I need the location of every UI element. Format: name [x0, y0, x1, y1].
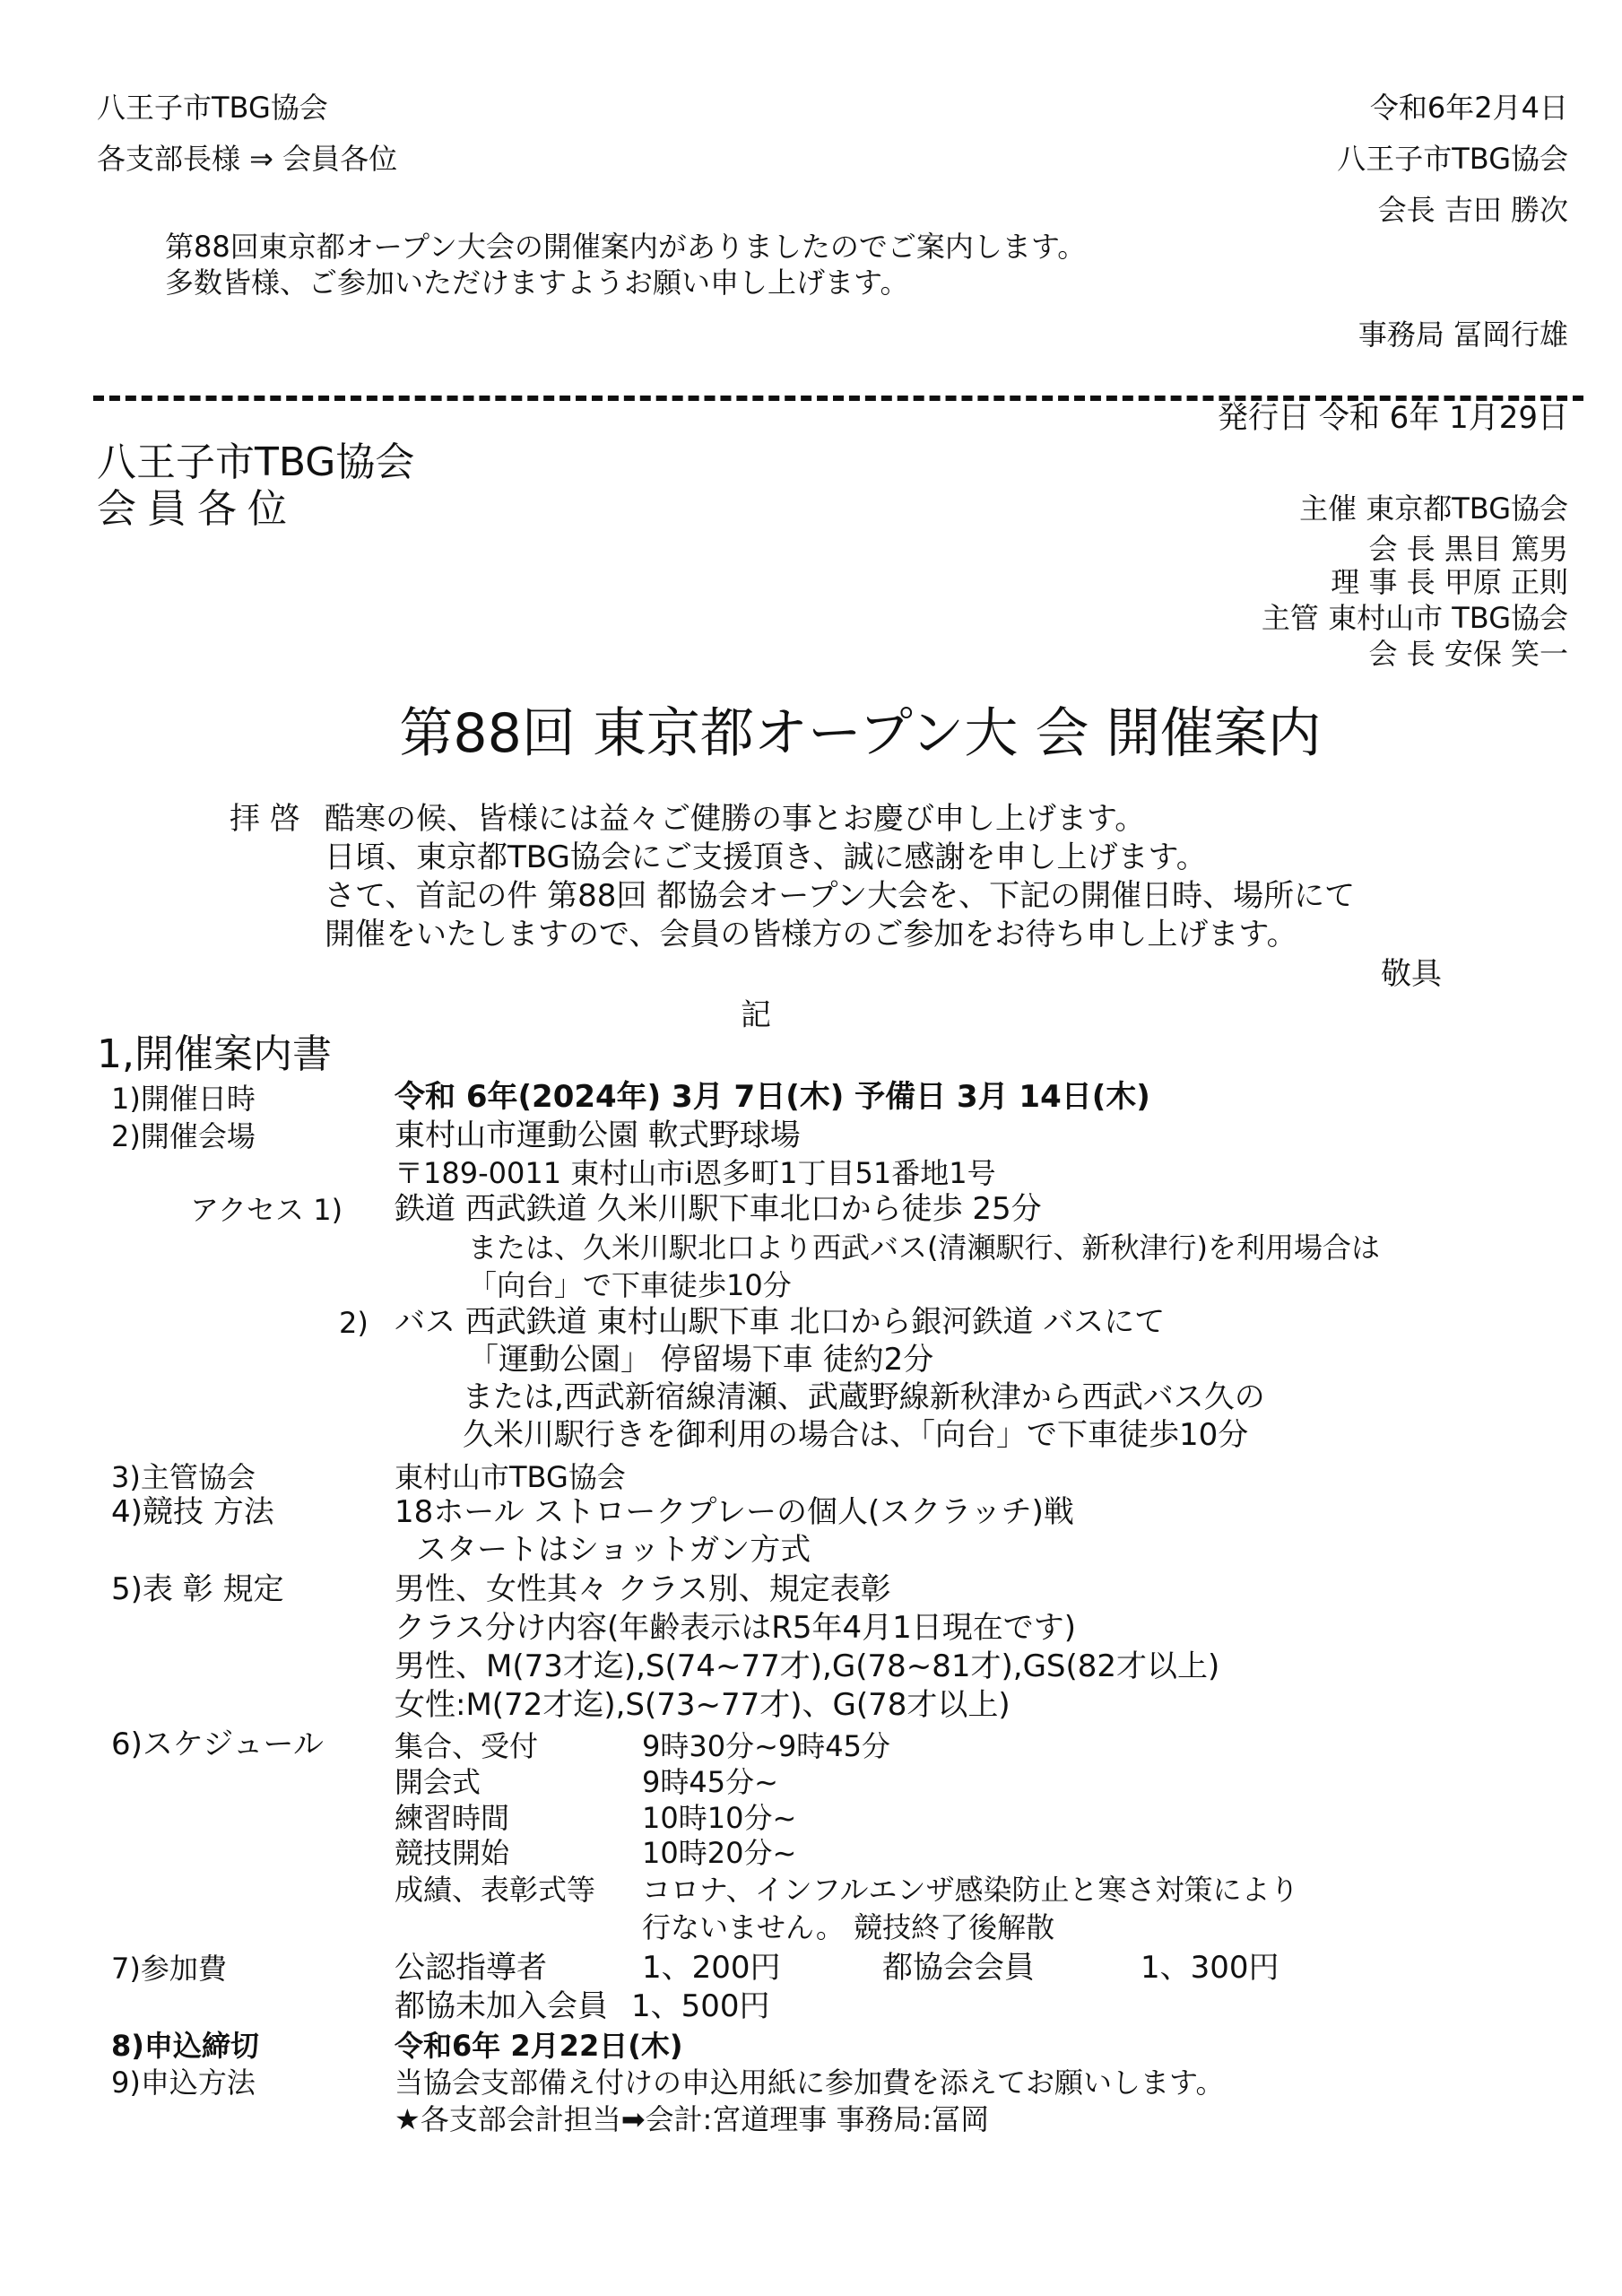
date-label: 1)開催日時 [111, 1082, 256, 1116]
date-value: 令和 6年(2024年) 3月 7日(木) 予備日 3月 14日(木) [395, 1079, 1150, 1115]
host-chair: 会 長 黒目 篤男 [1368, 532, 1568, 566]
schedule-item-time: コロナ、インフルエンザ感染防止と寒さ対策により [642, 1873, 1299, 1907]
org-value: 東村山市TBG協会 [395, 1460, 626, 1494]
venue-label: 2)開催会場 [111, 1119, 256, 1153]
method-label: 4)競技 方法 [111, 1494, 274, 1530]
schedule-item-name: 集合、受付 [395, 1729, 539, 1763]
cover-sender-chair: 会長 吉田 勝次 [1377, 193, 1568, 227]
greeting-line-2: 日頃、東京都TBG協会にご支援頂き、誠に感謝を申し上げます。 [325, 839, 1207, 875]
schedule-item-name: 競技開始 [395, 1836, 510, 1870]
access-rail-bus: または、久米川駅北口より西武バス(清瀬駅行、新秋津行)を利用場合は [468, 1231, 1380, 1265]
fee-2-value: 1、300円 [1141, 1950, 1279, 1986]
host-director: 理 事 長 甲原 正則 [1331, 565, 1568, 599]
fee-2-name: 都協会会員 [882, 1950, 1035, 1986]
apply-line-1: 当協会支部備え付けの申込用紙に参加費を添えてお願いします。 [395, 2066, 1225, 2100]
cover-org: 八王子市TBG協会 [97, 91, 328, 125]
award-line-2: クラス分け内容(年齢表示はR5年4月1日現在です) [395, 1610, 1077, 1646]
ki-heading: 記 [741, 997, 771, 1033]
fee-1-value: 1、200円 [642, 1950, 781, 1986]
greeting-label: 拝 啓 [230, 801, 300, 837]
venue-name: 東村山市運動公園 軟式野球場 [395, 1118, 801, 1153]
cover-recipients: 各支部長様 ⇒ 会員各位 [97, 142, 398, 176]
page-title: 第88回 東京都オープン大 会 開催案内 [399, 702, 1322, 765]
award-line-4: 女性:M(72才迄),S(73~77才)、G(78才以上) [395, 1687, 1010, 1723]
cover-line-2: 多数皆様、ご参加いただけますようお願い申し上げます。 [165, 265, 909, 300]
access-rail: 鉄道 西武鉄道 久米川駅下車北口から徒歩 25分 [395, 1191, 1042, 1227]
access-2-label: 2) [339, 1306, 369, 1340]
organizer: 主管 東村山市 TBG協会 [1261, 601, 1568, 635]
org-label: 3)主管協会 [111, 1460, 256, 1494]
fee-3-value: 1、500円 [631, 1988, 770, 2024]
method-line-2: スタートはショットガン方式 [416, 1532, 811, 1568]
host: 主催 東京都TBG協会 [1299, 491, 1568, 526]
issue-date: 発行日 令和 6年 1月29日 [1218, 400, 1568, 436]
cover-office: 事務局 冨岡行雄 [1357, 317, 1568, 352]
cover-line-1: 第88回東京都オープン大会の開催案内がありましたのでご案内します。 [165, 230, 1087, 264]
schedule-label: 6)スケジュール [111, 1726, 324, 1762]
access-bus: バス 西武鉄道 東村山駅下車 北口から銀河鉄道 バスにて [395, 1304, 1166, 1340]
fee-1-name: 公認指導者 [395, 1950, 547, 1986]
fee-3-name: 都協未加入会員 [395, 1988, 608, 2024]
addressee-members: 会員各位 [97, 486, 298, 532]
award-line-3: 男性、M(73才迄),S(74~77才),G(78~81才),GS(82才以上) [395, 1648, 1220, 1684]
schedule-note: 行ないません。 競技終了後解散 [642, 1910, 1055, 1944]
schedule-item-name: 開会式 [395, 1765, 481, 1799]
schedule-item-time: 10時20分~ [642, 1836, 797, 1870]
deadline-label: 8)申込締切 [111, 2029, 259, 2063]
greeting-line-1: 酷寒の候、皆様には益々ご健勝の事とお慶び申し上げます。 [325, 801, 1146, 837]
closing: 敬具 [1381, 956, 1442, 992]
addressee-org: 八王子市TBG協会 [97, 439, 415, 485]
schedule-item-name: 練習時間 [395, 1801, 510, 1835]
deadline-value: 令和6年 2月22日(木) [395, 2029, 683, 2063]
method-line-1: 18ホール ストロークプレーの個人(スクラッチ)戦 [395, 1494, 1074, 1530]
access-bus-alt: または,西武新宿線清瀬、武蔵野線新秋津から西武バス久の [463, 1379, 1265, 1415]
access-label: アクセス 1) [190, 1193, 343, 1227]
cover-date: 令和6年2月4日 [1369, 91, 1568, 125]
access-bus-stop: 「運動公園」 停留場下車 徒約2分 [468, 1342, 934, 1378]
access-rail-stop: 「向台」で下車徒歩10分 [468, 1268, 792, 1302]
fee-label: 7)参加費 [111, 1952, 227, 1986]
apply-label: 9)申込方法 [111, 2066, 256, 2100]
award-line-1: 男性、女性其々 クラス別、規定表彰 [395, 1571, 891, 1607]
schedule-item-time: 9時30分~9時45分 [642, 1729, 890, 1763]
organizer-chair: 会 長 安保 笑一 [1368, 637, 1568, 671]
venue-address: 〒189-0011 東村山市i恩多町1丁目51番地1号 [395, 1156, 996, 1190]
schedule-item-time: 9時45分~ [642, 1765, 778, 1799]
schedule-item-name: 成績、表彰式等 [395, 1873, 596, 1907]
cover-sender-org: 八王子市TBG協会 [1337, 142, 1568, 176]
schedule-item-time: 10時10分~ [642, 1801, 797, 1835]
greeting-line-3: さて、首記の件 第88回 都協会オープン大会を、下記の開催日時、場所にて [325, 878, 1356, 914]
greeting-line-4: 開催をいたしますので、会員の皆様方のご参加をお待ち申し上げます。 [325, 917, 1297, 952]
section-heading: 1,開催案内書 [97, 1031, 332, 1077]
apply-line-2: ★各支部会計担当➡会計:宮道理事 事務局:冨岡 [395, 2102, 990, 2136]
award-label: 5)表 彰 規定 [111, 1571, 284, 1607]
access-bus-alt-2: 久米川駅行きを御利用の場合は、「向台」で下車徒歩10分 [463, 1417, 1249, 1453]
